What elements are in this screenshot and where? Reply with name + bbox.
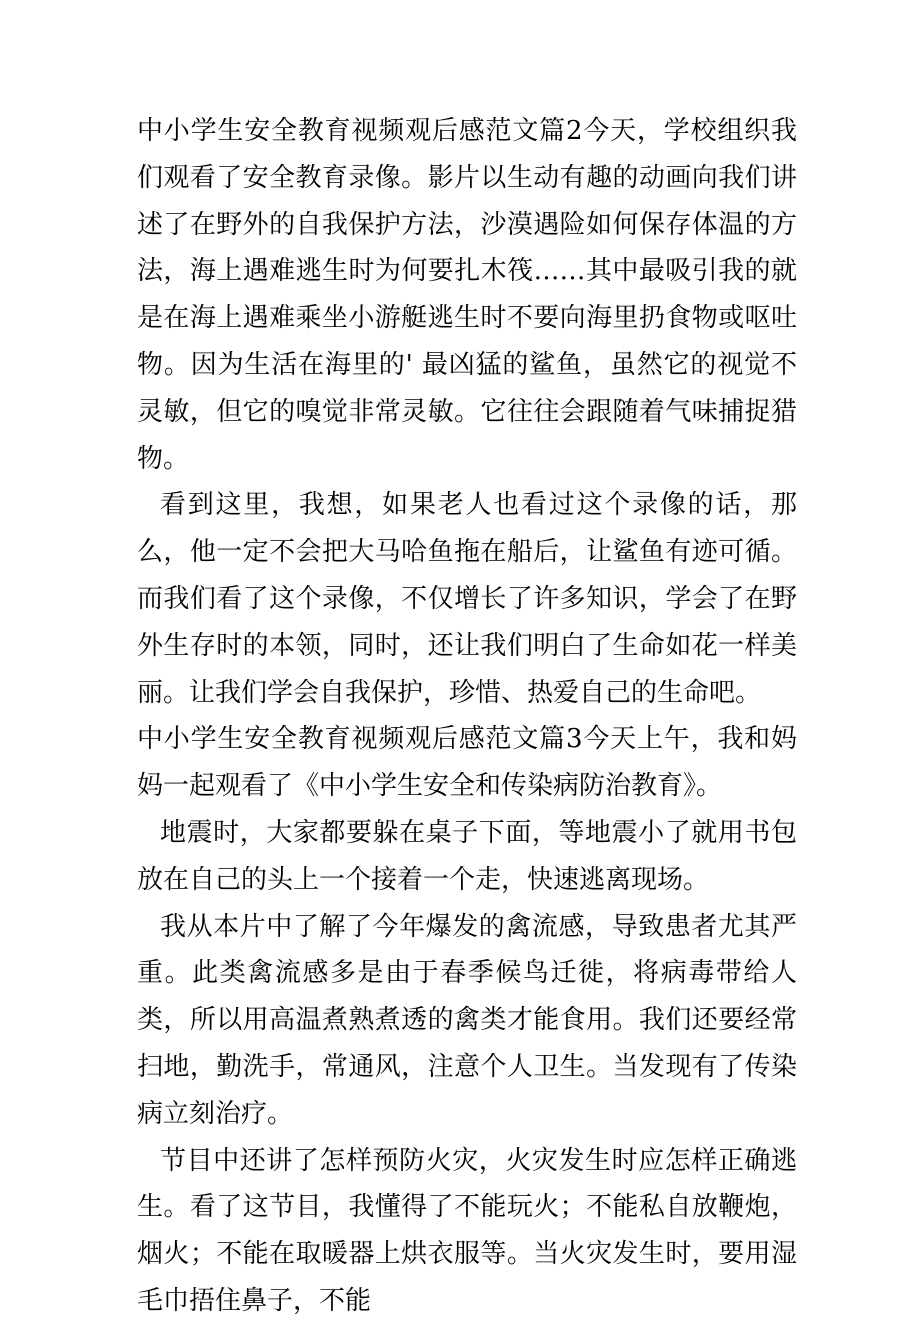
paragraph-reflection: 看到这里，我想，如果老人也看过这个录像的话，那么，他一定不会把大马哈鱼拖在船后，让鲨鱼有迹可循。而我们看了这个录像，不仅增长了许多知识，学会了在野外生存时的本领，同时，还让我们明白了生命如花一样美丽。让我们学会自我保护，珍惜、热爱自己的生命吧。 xyxy=(137,490,797,708)
paragraph-fire-safety: 节目中还讲了怎样预防火灾，火灾发生时应怎样正确逃生。看了这节目，我懂得了不能玩火；不能私自放鞭炮，烟火；不能在取暖器上烘衣服等。当火灾发生时，要用湿毛巾捂住鼻子，不能 xyxy=(137,1145,797,1316)
paragraph-bird-flu: 我从本片中了解了今年爆发的禽流感，导致患者尤其严重。此类禽流感多是由于春季候鸟迁徙，将病毒带给人类，所以用高温煮熟煮透的禽类才能食用。我们还要经常扫地，勤洗手，常通风，注意个人卫生。当发现有了传染病立刻治疗。 xyxy=(137,911,797,1129)
document-body xyxy=(137,108,797,1325)
paragraph-essay-2: 中小学生安全教育视频观后感范文篇2今天，学校组织我们观看了安全教育录像。影片以生动有趣的动画向我们讲述了在野外的自我保护方法，沙漠遇险如何保存体温的方法，海上遇难逃生时为何要扎木筏……其中最吸引我的就是在海上遇难乘坐小游艇逃生时不要向海里扔食物或呕吐物。因为生活在海里的' 最凶猛的鲨鱼，虽然它的视觉不灵敏，但它的嗅觉非常灵敏。它往往会跟随着气味捕捉猎物。 xyxy=(137,116,797,474)
paragraph-earthquake: 地震时，大家都要躲在桌子下面，等地震小了就用书包放在自己的头上一个接着一个走，快速逃离现场。 xyxy=(137,817,797,895)
paragraph-essay-3: 中小学生安全教育视频观后感范文篇3今天上午，我和妈妈一起观看了《中小学生安全和传染病防治教育》。 xyxy=(137,724,797,802)
